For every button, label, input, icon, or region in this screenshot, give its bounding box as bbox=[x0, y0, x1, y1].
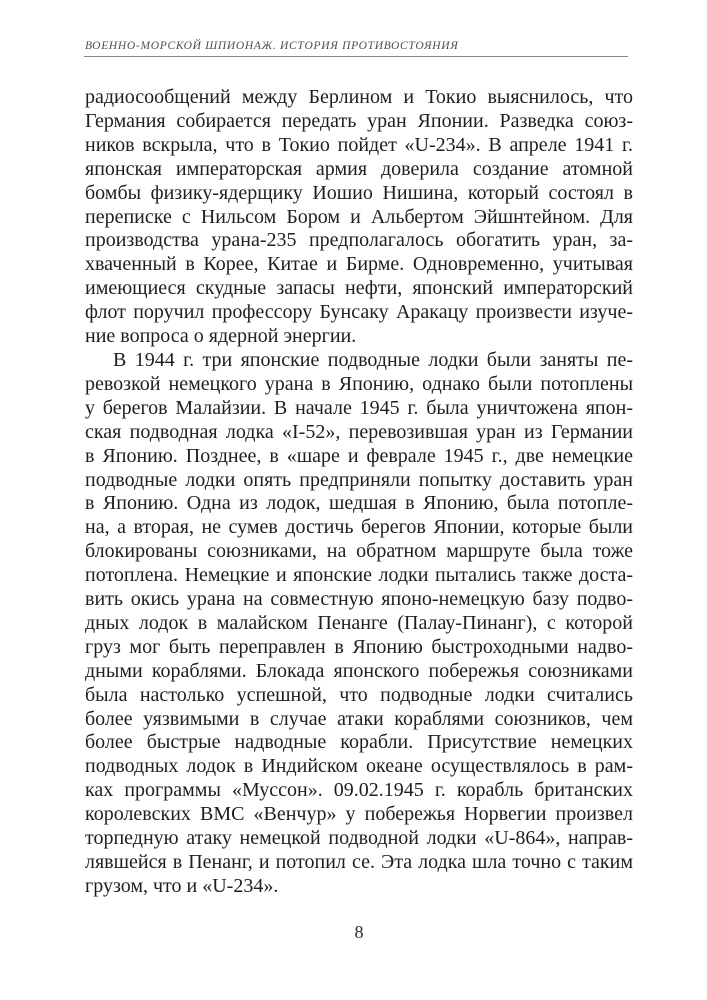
text-line: груз мог быть переправлен в Японию быстроходными надво- bbox=[85, 635, 633, 658]
text-line: имеющиеся скудные запасы нефти, японский императорский bbox=[85, 277, 633, 300]
text-line: торпедную атаку немецкой подводной лодки «U-864», направ- bbox=[85, 827, 633, 850]
text-line: флот поручил профессору Бунсаку Аракацу произвести изуче- bbox=[85, 301, 633, 324]
text-line: лявшейся в Пенанг, и потопил се. Эта лодка шла точно с таким bbox=[85, 851, 633, 873]
text-line: подводных лодок в Индийском океане осуществлялось в рам- bbox=[85, 755, 633, 778]
running-head bbox=[85, 40, 633, 52]
text-line: бомбы физику-ядерщику Иошио Нишина, который состоял в bbox=[85, 181, 633, 204]
text-line: королевских ВМС «Венчур» у побережья Норвегии произвел bbox=[85, 803, 633, 826]
text-line: более уязвимыми в случае атаки кораблями союзников, чем bbox=[85, 707, 633, 730]
text-line: в Японию. Позднее, в «шаре и феврале 1945 г., две немецкие bbox=[85, 444, 633, 467]
text-line: В 1944 г. три японские подводные лодки были заняты пе- bbox=[113, 348, 633, 371]
text-line: потоплена. Немецкие и японские лодки пытались также доста- bbox=[85, 564, 633, 587]
text-line: грузом, что и «U-234». bbox=[85, 874, 279, 897]
text-line: хваченный в Корее, Китае и Бирме. Одновременно, учитывая bbox=[85, 253, 633, 276]
text-line: Германия собирается передать уран Японии. Разведка союз- bbox=[85, 109, 633, 132]
text-line: дных лодок в малайском Пенанге (Палау-Пинанг), с которой bbox=[85, 611, 633, 634]
body-text bbox=[85, 86, 633, 899]
text-line: ревозкой немецкого урана в Японию, однако были потоплены bbox=[85, 372, 633, 395]
text-line: подводные лодки опять предприняли попытку доставить уран bbox=[85, 468, 633, 491]
text-line: на, а вторая, не сумев достичь берегов Японии, которые были bbox=[85, 516, 633, 539]
text-line: блокированы союзниками, на обратном маршруте была тоже bbox=[85, 540, 633, 563]
text-line: вить окись урана на совместную японо-немецкую базу подво- bbox=[85, 588, 633, 611]
header-rule bbox=[84, 56, 628, 57]
text-line: производства урана-235 предполагалось обогатить уран, за- bbox=[85, 229, 633, 252]
text-line: у берегов Малайзии. В начале 1945 г. была уничтожена япон- bbox=[85, 396, 633, 419]
text-line: ников вскрыла, что в Токио пойдет «U-234». В апреле 1941 г. bbox=[85, 133, 633, 156]
text-line: в Японию. Одна из лодок, шедшая в Японию, была потопле- bbox=[85, 492, 633, 515]
page-number: 8 bbox=[354, 922, 364, 942]
text-line: ская подводная лодка «I-52», перевозившая уран из Германии bbox=[85, 420, 633, 443]
text-line: ках программы «Муссон». 09.02.1945 г. корабль британских bbox=[85, 779, 633, 802]
running-head-title: ВОЕННО-МОРСКОЙ ШПИОНАЖ. ИСТОРИЯ ПРОТИВОСТОЯНИЯ bbox=[85, 40, 459, 52]
text-line: дными кораблями. Блокада японского побережья союзниками bbox=[85, 659, 633, 682]
text-line: была настолько успешной, что подводные лодки считались bbox=[85, 683, 633, 706]
text-line: радиосообщений между Берлином и Токио выяснилось, что bbox=[85, 86, 633, 108]
text-line: переписке с Нильсом Бором и Альбертом Эйшнтейном. Для bbox=[85, 205, 633, 228]
text-line: ние вопроса о ядерной энергии. bbox=[85, 325, 357, 348]
text-line: японская императорская армия доверила создание атомной bbox=[85, 157, 633, 180]
text-line: более быстрые надводные корабли. Присутствие немецких bbox=[85, 731, 633, 754]
